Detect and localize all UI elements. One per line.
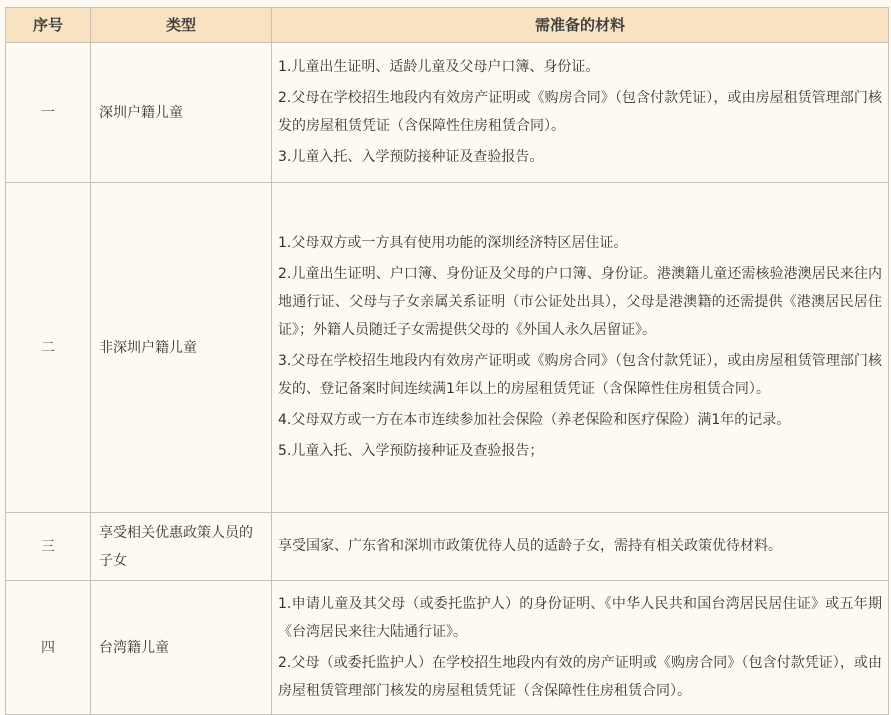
material-item: 1.申请儿童及其父母（或委托监护人）的身份证明、《中华人民共和国台湾居民居住证》或五年期《台湾居民来往大陆通行证》。: [278, 595, 882, 640]
table-row: [6, 43, 889, 183]
material-item: 3.父母在学校招生地段内有效房产证明或《购房合同》（包含付款凭证），或由房屋租赁管理部门核发的、登记备案时间连续满1年以上的房屋租赁凭证（含保障性住房租赁合同）。: [278, 353, 882, 397]
material-item: 享受国家、广东省和深圳市政策优待人员的适龄子女，需持有相关政策优待材料。: [278, 538, 782, 554]
material-item: 2.儿童出生证明、户口簿、身份证及父母的户口簿、身份证。港澳籍儿童还需核验港澳居民来往内地通行证、父母与子女亲属关系证明（市公证处出具），父母是港澳籍的还需提供《港澳居民居住证》；外籍人员随迁子女需提供父母的《外国人永久居留证》。: [278, 266, 882, 338]
row-type: 享受相关优惠政策人员的子女: [91, 513, 272, 581]
header-index: 序号: [6, 8, 91, 43]
row-materials: [272, 183, 889, 513]
material-item: 4.父母双方或一方在本市连续参加社会保险（养老保险和医疗保险）满1年的记录。: [278, 412, 791, 428]
row-index: 二: [6, 183, 91, 513]
material-item: 1.父母双方或一方具有使用功能的深圳经济特区居住证。: [278, 235, 628, 251]
header-materials: 需准备的材料: [272, 8, 889, 43]
row-type: 台湾籍儿童: [91, 581, 272, 715]
row-type: 非深圳户籍儿童: [91, 183, 272, 513]
material-item: 2.父母（或委托监护人）在学校招生地段内有效的房产证明或《购房合同》（包含付款凭证），或由房屋租赁管理部门核发的房屋租赁凭证（含保障性住房租赁合同）。: [278, 654, 882, 699]
table-row: [6, 183, 889, 513]
row-materials: [272, 513, 889, 581]
row-index: 三: [6, 513, 91, 581]
header-type: 类型: [91, 8, 272, 43]
row-materials: [272, 581, 889, 715]
row-index: 一: [6, 43, 91, 183]
table-row: [6, 581, 889, 715]
row-type: 深圳户籍儿童: [91, 43, 272, 183]
table-header-row: [6, 8, 889, 43]
table-row: [6, 513, 889, 581]
material-item: 3.儿童入托、入学预防接种证及查验报告。: [278, 149, 544, 165]
row-materials: [272, 43, 889, 183]
material-item: 1.儿童出生证明、适龄儿童及父母户口簿、身份证。: [278, 59, 600, 75]
row-index: 四: [6, 581, 91, 715]
material-item: 2.父母在学校招生地段内有效房产证明或《购房合同》（包含付款凭证），或由房屋租赁管理部门核发的房屋租赁凭证（含保障性住房租赁合同）。: [278, 90, 882, 134]
material-item: 5.儿童入托、入学预防接种证及查验报告；: [278, 443, 544, 459]
materials-table: [5, 7, 889, 715]
